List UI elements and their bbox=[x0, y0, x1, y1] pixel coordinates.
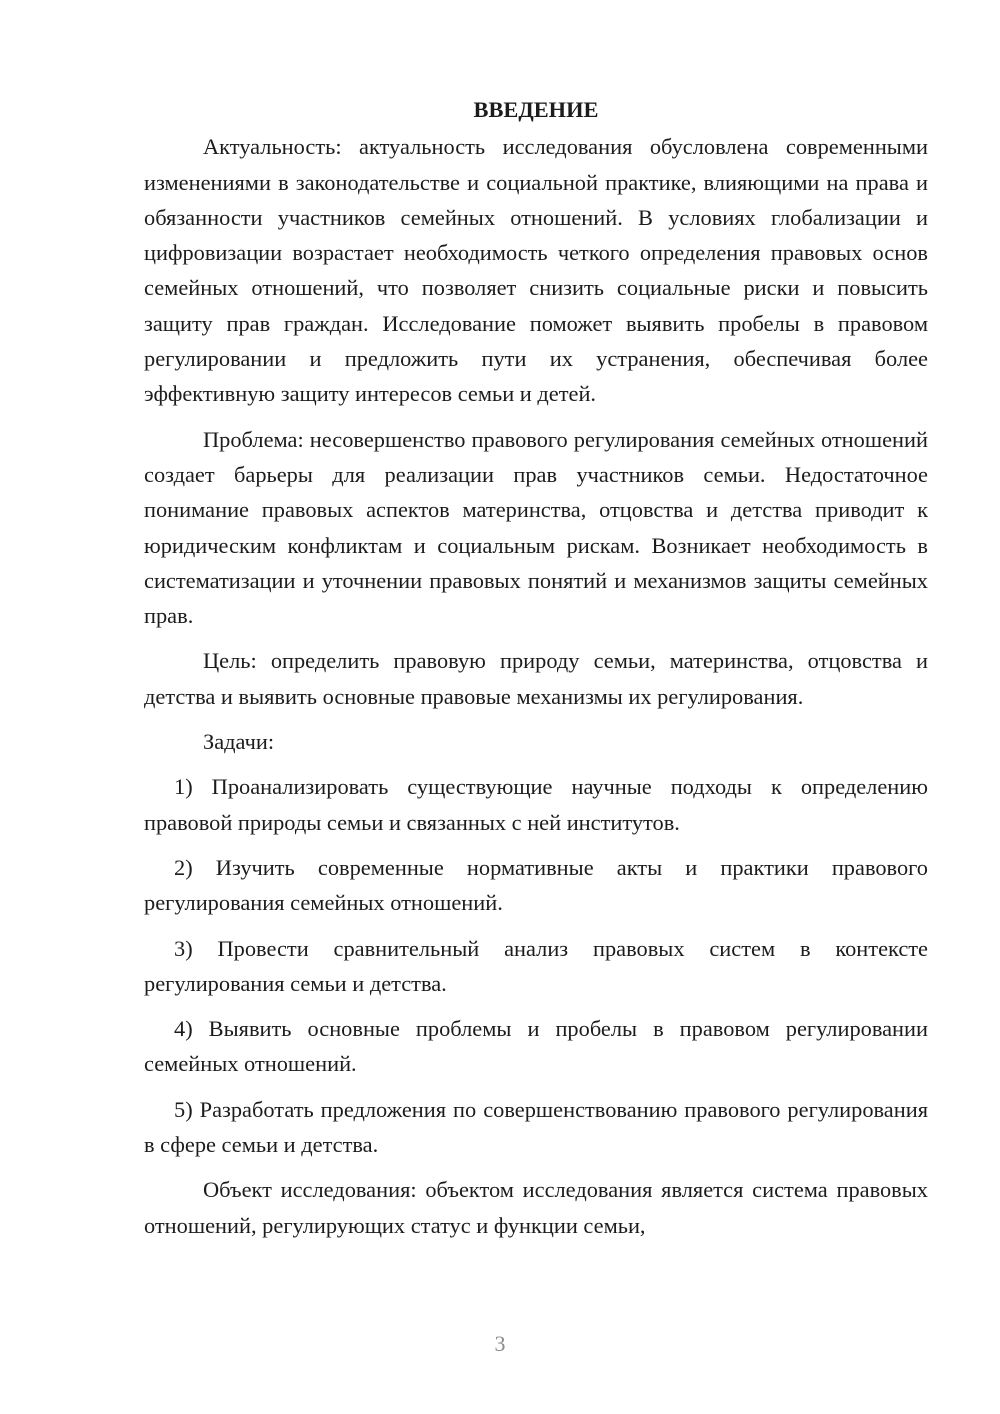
relevance-paragraph: Актуальность: актуальность исследования обусловлена современными изменениями в законодательстве и социальной практике, влияющими на права и обязанности участников семейных отношений. В условиях глобализации и цифровизации возрастает необходимость четкого определения правовых основ семейных отношений, что позволяет снизить социальные риски и повысить защиту прав граждан. Исследование поможет выявить пробелы в правовом регулировании и предложить пути их устранения, обеспечивая более эффективную защиту интересов семьи и детей. bbox=[144, 134, 928, 407]
page-number: 3 bbox=[494, 1331, 506, 1356]
task-item: 5) Разработать предложения по совершенствованию правового регулирования в сфере семьи и детства. bbox=[144, 1096, 928, 1158]
goal-paragraph: Цель: определить правовую природу семьи, материнства, отцовства и детства и выявить основные правовые механизмы их регулирования. bbox=[144, 648, 928, 709]
page-content bbox=[144, 92, 928, 1243]
problem-paragraph: Проблема: несовершенство правового регулирования семейных отношений создает барьеры для реализации прав участников семьи. Недостаточное понимание правовых аспектов материнства, отцовства и детства приводит к юридическим конфликтам и социальным рискам. Возникает необходимость в систематизации и уточнении правовых понятий и механизмов защиты семейных прав. bbox=[144, 426, 928, 629]
tasks-heading: Задачи: bbox=[203, 729, 275, 755]
task-item: 1) Проанализировать существующие научные подходы к определению правовой природы семьи и связанных с ней институтов. bbox=[144, 774, 928, 835]
task-item: 4) Выявить основные проблемы и пробелы в правовом регулировании семейных отношений. bbox=[144, 1016, 928, 1077]
page-title: ВВЕДЕНИЕ bbox=[473, 97, 599, 122]
task-item: 3) Провести сравнительный анализ правовых систем в контексте регулирования семьи и детства. bbox=[144, 935, 928, 996]
object-paragraph: Объект исследования: объектом исследования является система правовых отношений, регулирующих статус и функции семьи, bbox=[144, 1177, 928, 1238]
task-item: 2) Изучить современные нормативные акты и практики правового регулирования семейных отношений. bbox=[144, 854, 928, 916]
